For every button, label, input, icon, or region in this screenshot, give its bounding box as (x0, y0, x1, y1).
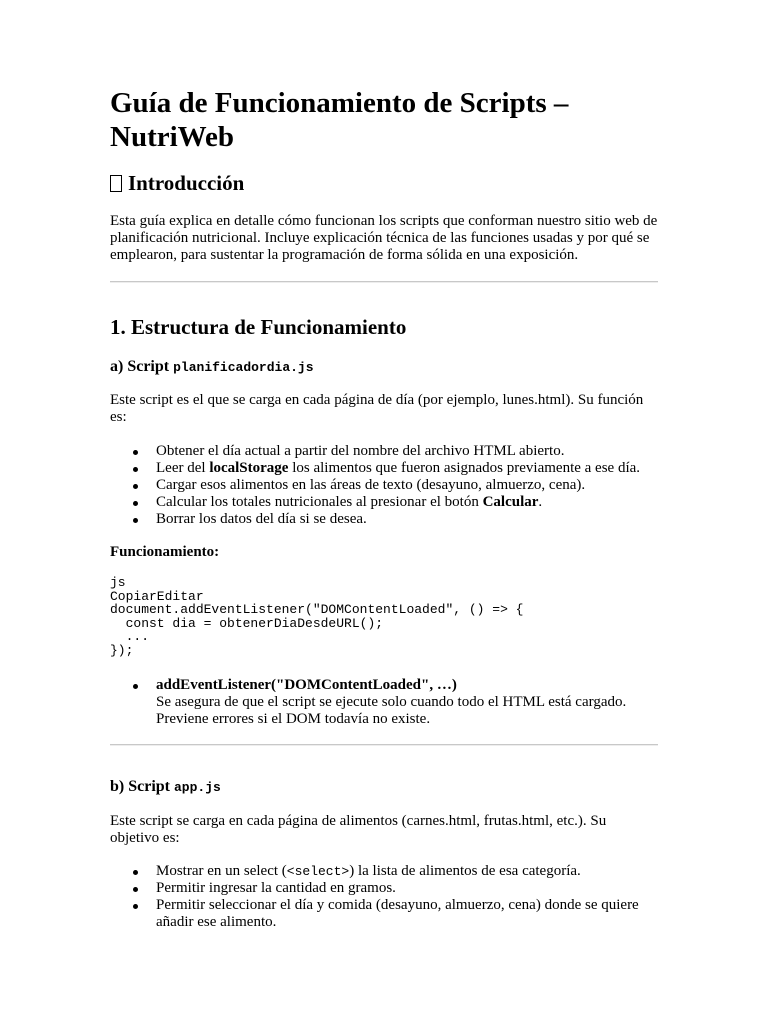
list-item: Cargar esos alimentos en las áreas de texto (desayuno, almuerzo, cena). (110, 477, 658, 494)
list-item: Calcular los totales nutricionales al presionar el botón Calcular. (110, 494, 658, 511)
script-b-heading (110, 777, 221, 798)
document-title: Guía de Funcionamiento de Scripts – NutriWeb (110, 87, 569, 153)
script-a-function-list (110, 443, 658, 528)
script-b-filename: app.js (174, 780, 221, 795)
intro-paragraph: Esta guía explica en detalle cómo funcionan los scripts que conforman nuestro sitio web de planificación nutricional. Incluye explicación técnica de las funciones usadas y por qué se emplearon, para sustentar la programación de forma sólida en una exposición. (110, 213, 658, 263)
script-a-filename: planificadordia.js (173, 360, 314, 375)
script-b-objective-list (110, 863, 658, 931)
intro-heading-text: Introducción (128, 171, 245, 195)
list-item: Obtener el día actual a partir del nombre del archivo HTML abierto. (110, 443, 658, 460)
note-text: Se asegura de que el script se ejecute solo cuando todo el HTML está cargado. Previene errores si el DOM todavía no existe. (156, 694, 627, 727)
script-b-paragraph: Este script se carga en cada página de alimentos (carnes.html, frutas.html, etc.). Su objetivo es: (110, 813, 607, 846)
section-1-heading: 1. Estructura de Funcionamiento (110, 315, 407, 339)
note-title: addEventListener("DOMContentLoaded", …) (156, 677, 457, 693)
list-item: Borrar los datos del día si se desea. (110, 511, 658, 528)
section-divider (110, 744, 658, 746)
script-a-prefix: a) Script (110, 358, 174, 375)
list-item: Leer del localStorage los alimentos que fueron asignados previamente a ese día. (110, 460, 658, 477)
script-b-prefix: b) Script (110, 778, 174, 795)
code-block: js CopiarEditar document.addEventListener("DOMContentLoaded", () => { const dia = obtenerDiaDesdeURL(); ... }); (110, 575, 524, 658)
list-item: Mostrar en un select (<select>) la lista de alimentos de esa categoría. (110, 863, 658, 880)
intro-heading (110, 170, 244, 196)
script-a-heading (110, 357, 314, 378)
list-item: Permitir seleccionar el día y comida (desayuno, almuerzo, cena) donde se quiere añadir ese alimento. (110, 897, 658, 931)
script-a-note-list (110, 677, 658, 728)
section-divider (110, 281, 658, 283)
missing-glyph-icon (110, 175, 122, 192)
funcionamiento-label: Funcionamiento: (110, 544, 220, 560)
script-a-paragraph: Este script es el que se carga en cada página de día (por ejemplo, lunes.html). Su función es: (110, 392, 644, 425)
list-item (110, 677, 658, 728)
list-item: Permitir ingresar la cantidad en gramos. (110, 880, 658, 897)
